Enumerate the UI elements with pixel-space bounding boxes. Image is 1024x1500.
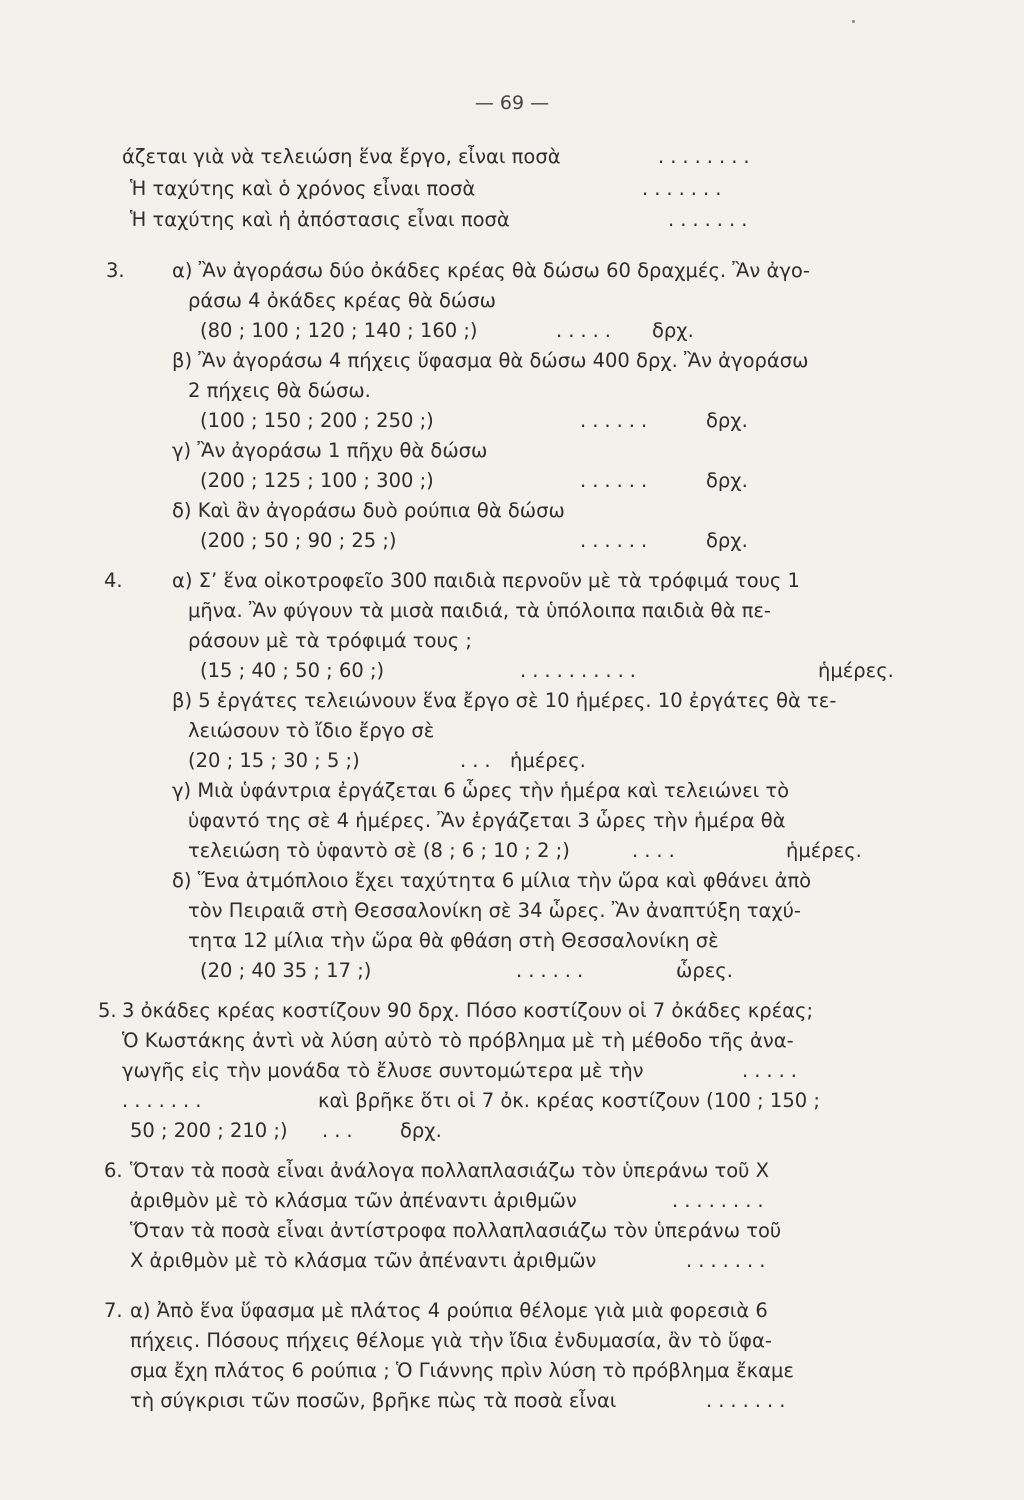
text-line xyxy=(0,436,1024,466)
item-number: 6. xyxy=(104,1159,123,1182)
page-number: — 69 — xyxy=(474,92,550,114)
answer-line xyxy=(0,836,1024,866)
line-text: Ὅταν τὰ ποσὰ εἶναι ἀνάλογα πολλαπλασιάζω τὸν ὑπεράνω τοῦ Χ xyxy=(130,1159,769,1182)
leader-dots: ....... xyxy=(686,1249,772,1272)
line-text: καὶ βρῆκε ὅτι οἱ 7 ὀκ. κρέας κοστίζουν (100 ; 150 ; xyxy=(318,1089,820,1112)
text-line xyxy=(0,1086,1024,1116)
answer-unit: ἡμέρες. xyxy=(818,659,894,682)
line-text: σμα ἔχη πλάτος 6 ρούπια ; Ὁ Γιάννης πρὶν λύση τὸ πρόβλημα ἔκαμε xyxy=(130,1359,794,1382)
item-5-line xyxy=(0,996,1024,1026)
line-text: γ) Μιὰ ὑφάντρια ἐργάζεται 6 ὧρες τὴν ἡμέρα καὶ τελειώνει τὸ xyxy=(172,779,790,802)
line-text: Ὁ Κωστάκης ἀντὶ νὰ λύση αὐτὸ τὸ πρόβλημα μὲ τὴ μέθοδο τῆς ἀνα- xyxy=(122,1029,794,1052)
text-line xyxy=(0,205,1024,235)
item-number: 3. xyxy=(106,259,125,282)
answer-options: τελειώση τὸ ὑφαντὸ σὲ (8 ; 6 ; 10 ; 2 ;) xyxy=(188,839,570,862)
answer-line xyxy=(0,956,1024,986)
line-text: Ἡ ταχύτης καὶ ὁ χρόνος εἶναι ποσὰ xyxy=(130,177,476,200)
line-text: β) 5 ἐργάτες τελειώνουν ἕνα ἔργο σὲ 10 ἡμέρες. 10 ἐργάτες θὰ τε- xyxy=(172,689,837,712)
line-text: λειώσουν τὸ ἴδιο ἔργο σὲ xyxy=(188,719,435,742)
line-text: ράσω 4 ὀκάδες κρέας θὰ δώσω xyxy=(188,289,496,312)
text-line xyxy=(0,1386,1024,1416)
text-line xyxy=(0,346,1024,376)
text-line xyxy=(0,716,1024,746)
text-line xyxy=(0,142,1024,172)
leader-dots: ...... xyxy=(580,469,654,492)
line-text: τητα 12 μίλια τὴν ὥρα θὰ φθάση στὴ Θεσσαλονίκη σὲ xyxy=(188,929,719,952)
line-text: α) Ἂν ἀγοράσω δύο ὀκάδες κρέας θὰ δώσω 60 δραχμές. Ἂν ἀγο- xyxy=(172,259,810,282)
text-line xyxy=(0,596,1024,626)
item-number: 5. xyxy=(98,999,117,1022)
item-3-line xyxy=(0,256,1024,286)
answer-options: (200 ; 125 ; 100 ; 300 ;) xyxy=(200,469,434,492)
answer-options: (200 ; 50 ; 90 ; 25 ;) xyxy=(200,529,397,552)
item-number: 7. xyxy=(104,1299,123,1322)
text-line xyxy=(0,686,1024,716)
leader-dots: ........ xyxy=(672,1189,770,1212)
line-text: μῆνα. Ἂν φύγουν τὰ μισὰ παιδιά, τὰ ὑπόλοιπα παιδιὰ θὰ πε- xyxy=(188,599,771,622)
leader-dots: ....... xyxy=(122,1089,208,1112)
line-text: α) Ἀπὸ ἕνα ὕφασμα μὲ πλάτος 4 ρούπια θέλομε γιὰ μιὰ φορεσιὰ 6 xyxy=(130,1299,768,1322)
text-line xyxy=(0,1356,1024,1386)
text-line xyxy=(0,1026,1024,1056)
answer-unit: ἡμέρες. xyxy=(786,839,862,862)
line-text: 3 ὀκάδες κρέας κοστίζουν 90 δρχ. Πόσο κοστίζουν οἱ 7 ὀκάδες κρέας; xyxy=(122,999,814,1022)
text-line xyxy=(0,1326,1024,1356)
line-text: ἀριθμὸν μὲ τὸ κλάσμα τῶν ἀπέναντι ἀριθμῶν xyxy=(130,1189,577,1212)
text-line xyxy=(0,866,1024,896)
answer-options: (80 ; 100 ; 120 ; 140 ; 160 ;) xyxy=(200,319,478,342)
line-text: ὑφαντό της σὲ 4 ἡμέρες. Ἂν ἐργάζεται 3 ὧρες τὴν ἡμέρα θὰ xyxy=(188,809,786,832)
answer-line xyxy=(0,656,1024,686)
text-line xyxy=(0,496,1024,526)
text-line xyxy=(0,896,1024,926)
line-text: α) Σ’ ἕνα οἰκοτροφεῖο 300 παιδιὰ περνοῦν μὲ τὰ τρόφιμά τους 1 xyxy=(172,569,800,592)
leader-dots: ...... xyxy=(580,409,654,432)
text-line xyxy=(0,1186,1024,1216)
leader-dots: ..... xyxy=(742,1059,803,1082)
text-line xyxy=(0,806,1024,836)
item-7-line xyxy=(0,1296,1024,1326)
text-line xyxy=(0,174,1024,204)
line-text: Ὅταν τὰ ποσὰ εἶναι ἀντίστροφα πολλαπλασιάζω τὸν ὑπεράνω τοῦ xyxy=(130,1219,782,1242)
text-line xyxy=(0,926,1024,956)
print-speck xyxy=(852,20,855,23)
leader-dots: ....... xyxy=(668,208,754,231)
item-number: 4. xyxy=(104,569,123,592)
text-line xyxy=(0,1216,1024,1246)
line-text: τὸν Πειραιᾶ στὴ Θεσσαλονίκη σὲ 34 ὧρες. Ἂν ἀναπτύξη ταχύ- xyxy=(188,899,801,922)
line-text: άζεται γιὰ νὰ τελειώση ἕνα ἔργο, εἶναι ποσὰ xyxy=(122,145,561,168)
text-line xyxy=(0,626,1024,656)
line-text: δ) Ἕνα ἀτμόπλοιο ἔχει ταχύτητα 6 μίλια τὴν ὥρα καὶ φθάνει ἀπὸ xyxy=(172,869,812,892)
answer-unit: δρχ. xyxy=(400,1119,442,1142)
answer-unit: δρχ. xyxy=(706,409,748,432)
answer-line xyxy=(0,526,1024,556)
line-text: ράσουν μὲ τὰ τρόφιμά τους ; xyxy=(188,629,472,652)
leader-dots: ....... xyxy=(642,177,728,200)
leader-dots: ...... xyxy=(580,529,654,552)
line-text: τὴ σύγκρισι τῶν ποσῶν, βρῆκε πὼς τὰ ποσὰ εἶναι xyxy=(130,1389,617,1412)
text-line xyxy=(0,776,1024,806)
text-line xyxy=(0,1246,1024,1276)
answer-options: (15 ; 40 ; 50 ; 60 ;) xyxy=(200,659,385,682)
answer-options: (20 ; 15 ; 30 ; 5 ;) xyxy=(188,749,360,772)
answer-options: (20 ; 40 35 ; 17 ;) xyxy=(200,959,372,982)
leader-dots: ..... xyxy=(556,319,617,342)
answer-line xyxy=(0,1116,1024,1146)
answer-line xyxy=(0,746,1024,776)
line-text: δ) Καὶ ἂν ἀγοράσω δυὸ ρούπια θὰ δώσω xyxy=(172,499,565,522)
text-line xyxy=(0,376,1024,406)
answer-line xyxy=(0,406,1024,436)
answer-options: 50 ; 200 ; 210 ;) xyxy=(130,1119,288,1142)
line-text: γ) Ἂν ἀγοράσω 1 πῆχυ θὰ δώσω xyxy=(172,439,488,462)
leader-dots: ... xyxy=(322,1119,359,1142)
leader-dots: .... xyxy=(632,839,681,862)
line-text: β) Ἂν ἀγοράσω 4 πήχεις ὕφασμα θὰ δώσω 400 δρχ. Ἂν ἀγοράσω xyxy=(172,349,809,372)
line-text: 2 πήχεις θὰ δώσω. xyxy=(188,379,371,402)
leader-dots: ....... xyxy=(706,1389,792,1412)
line-text: Ἡ ταχύτης καὶ ἡ ἀπόστασις εἶναι ποσὰ xyxy=(130,208,510,231)
leader-dots: ........ xyxy=(658,145,756,168)
answer-line xyxy=(0,466,1024,496)
answer-options: (100 ; 150 ; 200 ; 250 ;) xyxy=(200,409,434,432)
line-text: πήχεις. Πόσους πήχεις θέλομε γιὰ τὴν ἴδια ἐνδυμασία, ἂν τὸ ὕφα- xyxy=(130,1329,772,1352)
leader-dots: .......... xyxy=(520,659,642,682)
answer-line xyxy=(0,316,1024,346)
answer-unit: δρχ. xyxy=(652,319,694,342)
line-text: Χ ἀριθμὸν μὲ τὸ κλάσμα τῶν ἀπέναντι ἀριθμῶν xyxy=(130,1249,597,1272)
answer-unit: ἡμέρες. xyxy=(510,749,586,772)
item-4-line xyxy=(0,566,1024,596)
leader-dots: ... xyxy=(460,749,497,772)
answer-unit: ὧρες. xyxy=(676,959,733,982)
item-6-line xyxy=(0,1156,1024,1186)
answer-unit: δρχ. xyxy=(706,529,748,552)
leader-dots: ...... xyxy=(516,959,590,982)
answer-unit: δρχ. xyxy=(706,469,748,492)
text-line xyxy=(0,286,1024,316)
line-text: γωγῆς εἰς τὴν μονάδα τὸ ἔλυσε συντομώτερα μὲ τὴν xyxy=(122,1059,644,1082)
text-line xyxy=(0,1056,1024,1086)
